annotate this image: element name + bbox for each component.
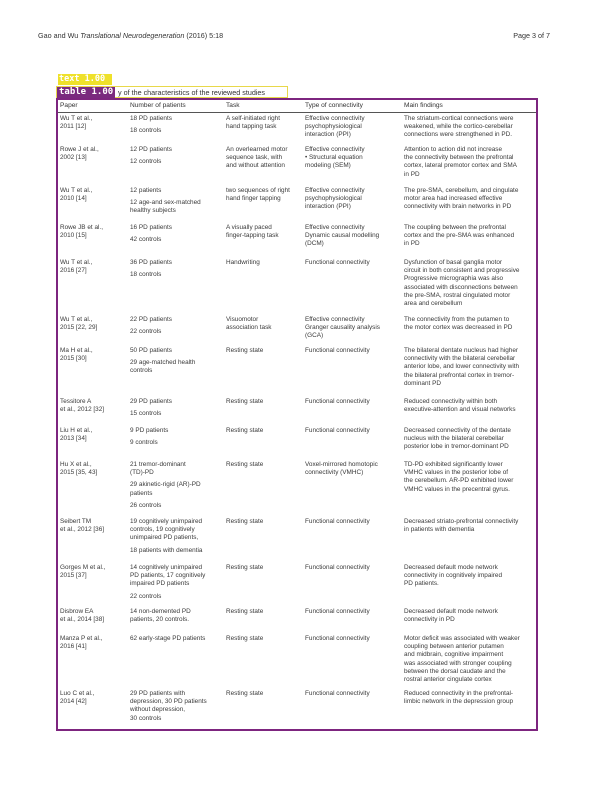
- findings-line: connectivity in PD: [404, 616, 455, 624]
- task-line: Resting state: [226, 347, 264, 354]
- patients-cell: [130, 635, 222, 643]
- patients-line: 18 controls: [130, 127, 162, 135]
- task-line: Resting state: [226, 564, 264, 571]
- task-cell: [226, 398, 304, 406]
- findings-line: coupling between anterior putamen: [404, 643, 504, 651]
- task-cell: [226, 146, 304, 171]
- patients-cell: [130, 146, 222, 166]
- patients-line: 12 patients: [130, 187, 162, 194]
- connectivity-line: Effective connectivity: [305, 115, 365, 122]
- patients-cell: [130, 461, 222, 510]
- patients-line: 14 non-demented PD: [130, 608, 191, 615]
- connectivity-line: psychophysiological: [305, 123, 362, 131]
- patients-line: controls: [130, 367, 153, 375]
- patients-line: 19 cognitively unimpaired: [130, 518, 203, 525]
- findings-line: Reduced connectivity in the prefrontal-: [404, 690, 514, 697]
- findings-line: connectivity with brain networks in PD: [404, 203, 512, 211]
- connectivity-line: interaction (PPI): [305, 203, 351, 211]
- task-cell: [226, 427, 304, 435]
- task-cell: [226, 316, 304, 332]
- paper-cell: [60, 398, 124, 414]
- connectivity-cell: [305, 224, 401, 249]
- column-header-patients: Number of patients: [130, 102, 186, 109]
- paper-line: Manza P et al.,: [60, 635, 103, 642]
- connectivity-line: Functional connectivity: [305, 690, 370, 697]
- connectivity-cell: [305, 146, 401, 171]
- findings-cell: [404, 115, 536, 140]
- connectivity-line: Granger causality analysis: [305, 324, 380, 332]
- connectivity-line: Dynamic causal modelling: [305, 232, 380, 240]
- paper-line: Luo C et al.,: [60, 690, 95, 697]
- findings-line: Progressive micrographia was also: [404, 275, 504, 283]
- patients-line: healthy subjects: [130, 207, 176, 215]
- findings-line: The bilateral dentate nucleus had higher: [404, 347, 519, 354]
- paper-line: 2002 [13]: [60, 154, 87, 162]
- findings-cell: [404, 347, 536, 388]
- connectivity-line: interaction (PPI): [305, 131, 351, 139]
- paper-line: Rowe J et al.,: [60, 146, 99, 153]
- patients-line: 42 controls: [130, 236, 162, 244]
- paper-line: 2016 [27]: [60, 267, 87, 275]
- journal-name: Translational Neurodegeneration: [80, 31, 185, 40]
- patients-line: 21 tremor-dominant: [130, 461, 186, 468]
- findings-line: circuit in both consistent and progressive: [404, 267, 520, 275]
- findings-cell: [404, 690, 536, 706]
- findings-line: Motor deficit was associated with weaker: [404, 635, 520, 642]
- task-line: hand finger tapping: [226, 195, 281, 203]
- paper-cell: [60, 427, 124, 443]
- findings-cell: [404, 316, 536, 332]
- patients-line: 9 PD patients: [130, 427, 169, 434]
- task-cell: [226, 347, 304, 355]
- paper-cell: [60, 518, 124, 534]
- task-line: Resting state: [226, 690, 264, 697]
- paper-cell: [60, 608, 124, 624]
- task-line: two sequences of right: [226, 187, 290, 194]
- patients-line: 29 akinetic-rigid (AR)-PD: [130, 481, 201, 489]
- paper-line: 2010 [15]: [60, 232, 87, 240]
- findings-cell: [404, 635, 536, 684]
- connectivity-line: (GCA): [305, 332, 324, 340]
- findings-line: Decreased default mode network: [404, 564, 498, 571]
- paper-cell: [60, 224, 124, 240]
- findings-line: the pre-SMA, rostral cingulated motor: [404, 291, 511, 299]
- task-line: Resting state: [226, 608, 264, 615]
- page-number: Page 3 of 7: [513, 31, 550, 40]
- patients-line: 22 PD patients: [130, 316, 172, 323]
- connectivity-line: connectivity (VMHC): [305, 469, 364, 477]
- patients-line: unimpaired PD patients,: [130, 534, 199, 542]
- paper-cell: [60, 187, 124, 203]
- findings-line: connectivity in cognitively impaired: [404, 572, 503, 580]
- patients-cell: [130, 115, 222, 135]
- paper-cell: [60, 635, 124, 651]
- paper-cell: [60, 690, 124, 706]
- connectivity-cell: [305, 564, 401, 572]
- paper-cell: [60, 461, 124, 477]
- patients-line: 18 controls: [130, 271, 162, 279]
- findings-line: cortex and the pre-SMA was enhanced: [404, 232, 515, 240]
- task-cell: [226, 224, 304, 240]
- patients-line: without depression,: [130, 706, 186, 714]
- patients-line: 9 controls: [130, 439, 158, 447]
- patients-cell: [130, 608, 222, 624]
- paper-line: 2015 [35, 43]: [60, 469, 98, 477]
- patients-cell: [130, 518, 222, 555]
- findings-line: Decreased default mode network: [404, 608, 498, 615]
- task-cell: [226, 635, 304, 643]
- paper-line: 2016 [41]: [60, 643, 87, 651]
- findings-line: TD-PD exhibited significantly lower: [404, 461, 503, 468]
- task-line: A visually paced: [226, 224, 272, 231]
- connectivity-cell: [305, 347, 401, 355]
- task-cell: [226, 608, 304, 616]
- task-cell: [226, 518, 304, 526]
- connectivity-cell: [305, 461, 401, 477]
- findings-line: the cerebellum. AR-PD exhibited lower: [404, 477, 514, 485]
- paper-line: 2015 [37]: [60, 572, 87, 580]
- task-line: and without attention: [226, 162, 285, 170]
- studies-table: [56, 98, 538, 731]
- patients-line: 26 controls: [130, 501, 162, 509]
- findings-cell: [404, 224, 536, 249]
- patients-cell: [130, 224, 222, 244]
- patients-line: (TD)-PD: [130, 469, 154, 477]
- patients-line: 14 cognitively unimpaired: [130, 564, 203, 571]
- patients-cell: [130, 347, 222, 376]
- paper-line: 2013 [34]: [60, 435, 87, 443]
- findings-line: and midbrain, cognitive impairment: [404, 651, 504, 659]
- connectivity-line: Effective connectivity: [305, 187, 365, 194]
- patients-line: patients, 20 controls.: [130, 616, 189, 624]
- task-cell: [226, 690, 304, 698]
- paper-line: et al., 2012 [32]: [60, 406, 105, 414]
- patients-cell: [130, 427, 222, 447]
- findings-line: The pre-SMA, cerebellum, and cingulate: [404, 187, 519, 194]
- connectivity-line: Voxel-mirrored homotopic: [305, 461, 378, 468]
- findings-line: nucleus with the bilateral cerebellar: [404, 435, 504, 443]
- patients-line: depression, 30 PD patients: [130, 698, 207, 706]
- task-cell: [226, 564, 304, 572]
- findings-line: cortex, lateral premotor cortex and SMA: [404, 162, 517, 170]
- findings-line: limbic network in the depression group: [404, 698, 514, 706]
- findings-line: between the dorsal caudate and the: [404, 667, 506, 675]
- findings-cell: [404, 427, 536, 452]
- connectivity-cell: [305, 187, 401, 212]
- paper-line: 2010 [14]: [60, 195, 87, 203]
- connectivity-line: (DCM): [305, 240, 324, 248]
- task-line: sequence task, with: [226, 154, 283, 162]
- running-head-authors: Gao and Wu: [38, 31, 79, 40]
- connectivity-cell: [305, 635, 401, 643]
- column-header-connectivity: Type of connectivity: [305, 102, 363, 109]
- findings-line: in patients with dementia: [404, 526, 475, 534]
- patients-line: 29 age-matched health: [130, 359, 196, 367]
- patients-line: 12 age-and sex-matched: [130, 199, 201, 207]
- findings-line: in PD: [404, 240, 420, 248]
- patients-line: controls, 19 cognitively: [130, 526, 195, 534]
- findings-line: Decreased striato-prefrontal connectivity: [404, 518, 519, 525]
- task-line: association task: [226, 324, 272, 332]
- task-line: Visuomotor: [226, 316, 259, 323]
- column-header-findings: Main findings: [404, 102, 443, 109]
- findings-cell: [404, 398, 536, 414]
- patients-line: 36 PD patients: [130, 259, 172, 266]
- findings-line: weakened, while the cortico-cerebellar: [404, 123, 513, 131]
- paper-line: Wu T et al.,: [60, 316, 93, 323]
- findings-line: Decreased connectivity of the dentate: [404, 427, 511, 434]
- connectivity-line: Functional connectivity: [305, 259, 370, 266]
- findings-cell: [404, 259, 536, 308]
- paper-line: Ma H et al.,: [60, 347, 93, 354]
- patients-cell: [130, 690, 222, 723]
- connectivity-line: Functional connectivity: [305, 635, 370, 642]
- findings-line: executive-attention and visual networks: [404, 406, 516, 414]
- paper-line: Wu T et al.,: [60, 115, 93, 122]
- patients-line: 30 controls: [130, 714, 162, 722]
- paper-cell: [60, 115, 124, 131]
- connectivity-line: Functional connectivity: [305, 427, 370, 434]
- paper-line: Hu X et al.,: [60, 461, 92, 468]
- findings-line: was associated with stronger coupling: [404, 659, 512, 667]
- paper-line: Wu T et al.,: [60, 259, 93, 266]
- paper-line: et al., 2014 [38]: [60, 616, 105, 624]
- patients-line: 29 PD patients with: [130, 690, 186, 697]
- task-cell: [226, 259, 304, 267]
- connectivity-line: • Structural equation: [305, 154, 363, 162]
- findings-line: connections were strengthened in PD.: [404, 131, 512, 139]
- task-cell: [226, 461, 304, 469]
- connectivity-line: Functional connectivity: [305, 608, 370, 615]
- paper-cell: [60, 259, 124, 275]
- patients-line: 16 PD patients: [130, 224, 172, 231]
- connectivity-cell: [305, 398, 401, 406]
- patients-cell: [130, 316, 222, 336]
- text-annotation-tag: text 1.00: [58, 74, 112, 85]
- task-line: Resting state: [226, 461, 264, 468]
- findings-line: rostral anterior cingulate cortex: [404, 676, 492, 684]
- connectivity-line: Effective connectivity: [305, 146, 365, 153]
- findings-line: The connectivity from the putamen to: [404, 316, 510, 323]
- running-head: [38, 31, 223, 40]
- task-cell: [226, 115, 304, 131]
- paper-line: Rowe JB et al.,: [60, 224, 103, 231]
- page-header: [38, 31, 550, 43]
- connectivity-line: Functional connectivity: [305, 347, 370, 354]
- task-line: Resting state: [226, 518, 264, 525]
- connectivity-cell: [305, 518, 401, 526]
- connectivity-line: modeling (SEM): [305, 162, 351, 170]
- findings-cell: [404, 146, 536, 179]
- table-annotation-tag: table 1.00: [59, 87, 114, 97]
- patients-line: 22 controls: [130, 328, 162, 336]
- findings-line: the bilateral prefrontal cortex in tremor-: [404, 371, 515, 379]
- table-caption: y of the characteristics of the reviewed studies: [118, 88, 266, 97]
- findings-line: dominant PD: [404, 379, 441, 387]
- connectivity-cell: [305, 427, 401, 435]
- patients-cell: [130, 398, 222, 418]
- table-header-row: [58, 100, 536, 113]
- task-line: hand tapping task: [226, 123, 277, 131]
- patients-line: 29 PD patients: [130, 398, 172, 405]
- paper-line: Gorges M et al.,: [60, 564, 106, 571]
- findings-line: The coupling between the prefrontal: [404, 224, 506, 231]
- patients-cell: [130, 259, 222, 279]
- findings-line: in PD: [404, 170, 420, 178]
- patients-line: impaired PD patients: [130, 580, 190, 588]
- findings-cell: [404, 608, 536, 624]
- connectivity-cell: [305, 259, 401, 267]
- paper-cell: [60, 316, 124, 332]
- findings-line: Attention to action did not increase: [404, 146, 503, 153]
- patients-line: PD patients, 17 cognitively: [130, 572, 206, 580]
- paper-line: et al., 2012 [36]: [60, 526, 105, 534]
- paper-line: Liu H et al.,: [60, 427, 93, 434]
- patients-line: 18 PD patients: [130, 115, 172, 122]
- column-header-paper: Paper: [60, 102, 78, 109]
- task-line: Resting state: [226, 635, 264, 642]
- findings-line: Dysfunction of basal ganglia motor: [404, 259, 503, 266]
- findings-line: area and cerebellum: [404, 300, 463, 308]
- findings-line: anterior lobe, and lower connectivity with: [404, 363, 520, 371]
- paper-cell: [60, 564, 124, 580]
- connectivity-line: Functional connectivity: [305, 518, 370, 525]
- paper-line: 2011 [12]: [60, 123, 87, 131]
- findings-line: The striatum-cortical connections were: [404, 115, 514, 122]
- connectivity-line: Functional connectivity: [305, 398, 370, 405]
- connectivity-line: Effective connectivity: [305, 224, 365, 231]
- paper-line: Disbrow EA: [60, 608, 94, 615]
- connectivity-cell: [305, 690, 401, 698]
- patients-cell: [130, 564, 222, 601]
- connectivity-cell: [305, 316, 401, 341]
- task-line: finger-tapping task: [226, 232, 279, 240]
- patients-line: 22 controls: [130, 592, 162, 600]
- paper-cell: [60, 347, 124, 363]
- patients-line: 15 controls: [130, 410, 162, 418]
- patients-line: 12 controls: [130, 158, 162, 166]
- findings-cell: [404, 187, 536, 212]
- patients-line: patients: [130, 489, 153, 497]
- task-line: An overlearned motor: [226, 146, 288, 153]
- findings-line: motor area had increased effective: [404, 195, 503, 203]
- findings-cell: [404, 461, 536, 494]
- task-line: A self-initiated right: [226, 115, 280, 122]
- patients-line: 12 PD patients: [130, 146, 172, 153]
- connectivity-cell: [305, 608, 401, 616]
- findings-line: posterior lobe in tremor-dominant PD: [404, 443, 509, 451]
- citation: (2016) 5:18: [184, 31, 224, 40]
- findings-line: Reduced connectivity within both: [404, 398, 498, 405]
- paper-line: 2015 [22, 29]: [60, 324, 98, 332]
- connectivity-cell: [305, 115, 401, 140]
- findings-line: the connectivity between the prefrontal: [404, 154, 514, 162]
- connectivity-line: Functional connectivity: [305, 564, 370, 571]
- patients-line: 62 early-stage PD patients: [130, 635, 206, 642]
- task-line: Resting state: [226, 398, 264, 405]
- column-header-task: Task: [226, 102, 240, 109]
- connectivity-line: Effective connectivity: [305, 316, 365, 323]
- paper-line: 2015 [30]: [60, 355, 87, 363]
- findings-line: the motor cortex was decreased in PD: [404, 324, 513, 332]
- paper-line: Seibert TM: [60, 518, 92, 525]
- findings-line: VMHC values in the posterior lobe of: [404, 469, 509, 477]
- findings-cell: [404, 518, 536, 534]
- paper-line: Tessitore A: [60, 398, 92, 405]
- findings-line: associated with disconnections between: [404, 283, 518, 291]
- patients-line: 18 patients with dementia: [130, 546, 203, 554]
- patients-line: 50 PD patients: [130, 347, 172, 354]
- findings-line: VMHC values in the precentral gyrus.: [404, 485, 510, 493]
- paper-line: 2014 [42]: [60, 698, 87, 706]
- task-line: Handwriting: [226, 259, 260, 266]
- findings-cell: [404, 564, 536, 589]
- findings-line: PD patients.: [404, 580, 439, 588]
- task-line: Resting state: [226, 427, 264, 434]
- paper-line: Wu T et al.,: [60, 187, 93, 194]
- task-cell: [226, 187, 304, 203]
- paper-cell: [60, 146, 124, 162]
- connectivity-line: psychophysiological: [305, 195, 362, 203]
- patients-cell: [130, 187, 222, 216]
- findings-line: connectivity with the bilateral cerebellar: [404, 355, 516, 363]
